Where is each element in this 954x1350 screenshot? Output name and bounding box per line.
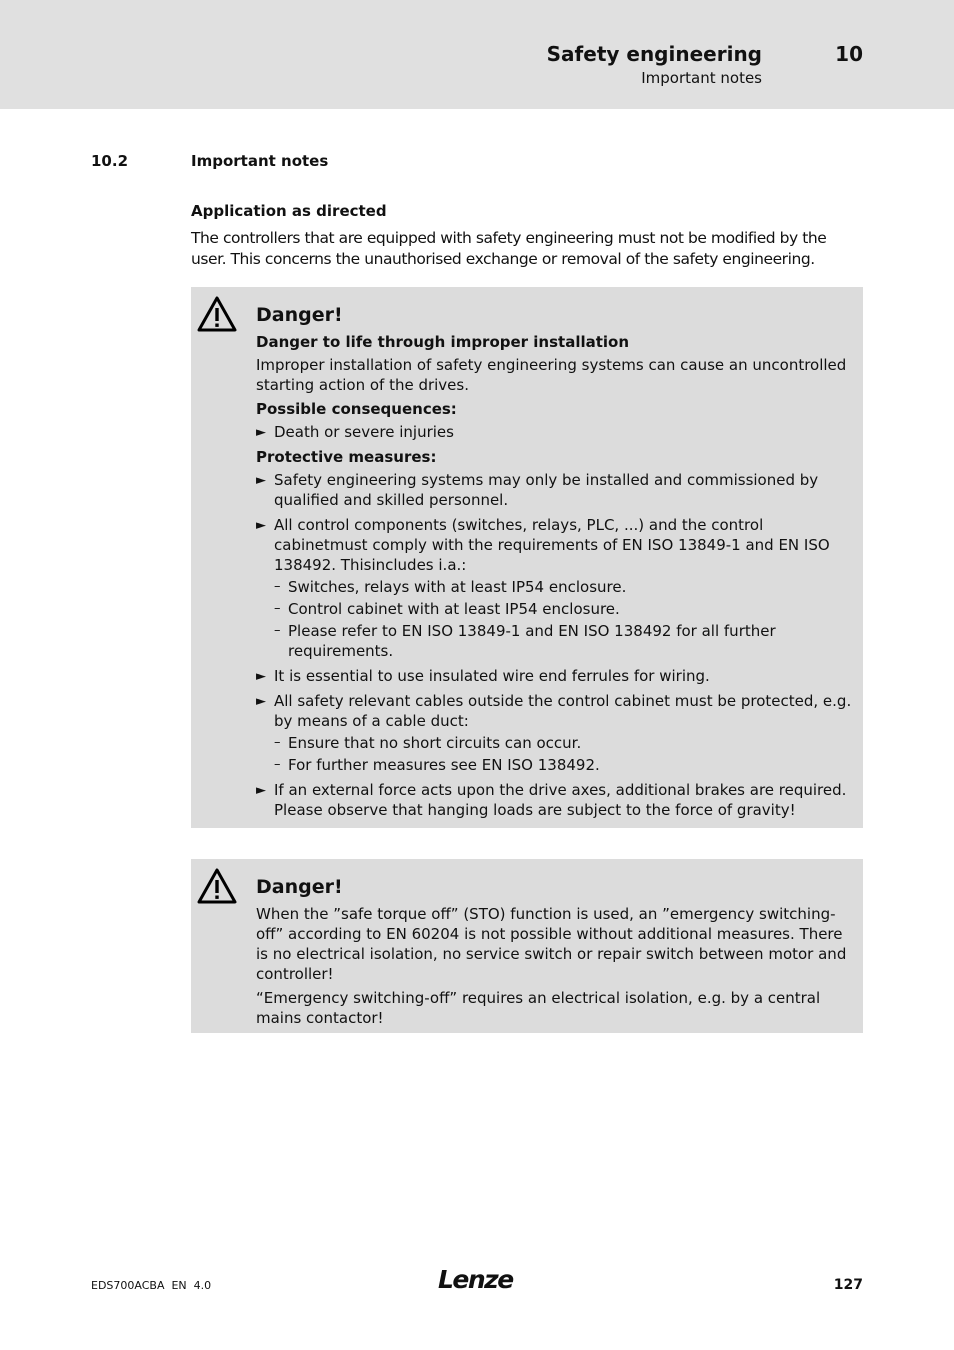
measures-label: Protective measures:: [256, 448, 437, 466]
measure-item: [256, 470, 856, 510]
danger-box-installation: [191, 287, 863, 828]
measure-text: All control components (switches, relays, PLC, ...) and the control cabinetmust comply with the requirements of EN ISO 13849-1 and EN ISO 138492. Thisincludes i.a.:: [274, 516, 830, 574]
section-title: Important notes: [191, 152, 329, 170]
bullet-triangle-icon: ►: [256, 425, 266, 440]
subitem-text: Switches, relays with at least IP54 enclosure.: [288, 578, 627, 596]
dash-mark: –: [274, 601, 281, 616]
danger-text: When the ”safe torque off” (STO) function is used, an ”emergency switching-off” according to EN 60204 is not possible without additional measures. There is no electrical isolation, no service switch or repair switch between motor and controller!: [256, 905, 847, 983]
danger-box-sto: [191, 859, 863, 1033]
danger-box-content: [256, 303, 856, 825]
dash-mark: –: [274, 623, 281, 638]
dash-mark: –: [274, 735, 281, 750]
application-heading: Application as directed: [191, 202, 387, 220]
subitem-text: For further measures see EN ISO 138492.: [288, 756, 600, 774]
measure-text: It is essential to use insulated wire end ferrules for wiring.: [274, 667, 710, 685]
subitem-text: Ensure that no short circuits can occur.: [288, 734, 582, 752]
measure-subitem: [274, 599, 856, 619]
bullet-triangle-icon: ►: [256, 518, 266, 533]
bullet-triangle-icon: ►: [256, 694, 266, 709]
chapter-title: Safety engineering: [546, 42, 762, 66]
header-band: [0, 0, 954, 109]
bullet-triangle-icon: ►: [256, 783, 266, 798]
danger-text: “Emergency switching-off” requires an electrical isolation, e.g. by a central mains contactor!: [256, 989, 821, 1027]
consequences-label: Possible consequences:: [256, 400, 457, 418]
consequence-text: Death or severe injuries: [274, 423, 454, 441]
measure-item: [256, 780, 856, 820]
measure-item: [256, 691, 856, 775]
lenze-logo: Lenze: [438, 1265, 513, 1294]
danger-label: Danger!: [256, 876, 343, 898]
subitem-text: Control cabinet with at least IP54 enclosure.: [288, 600, 620, 618]
warning-triangle-icon: [196, 867, 238, 905]
measure-subitem: [274, 577, 856, 597]
measure-item: [256, 666, 856, 686]
page-number: 127: [833, 1277, 863, 1293]
subitem-text: Please refer to EN ISO 13849-1 and EN ISO 138492 for all further requirements.: [288, 622, 776, 660]
danger-heading: Danger to life through improper installation: [256, 333, 630, 351]
dash-mark: –: [274, 579, 281, 594]
chapter-subtitle: Important notes: [641, 69, 762, 87]
consequence-item: [256, 422, 856, 442]
measure-text: All safety relevant cables outside the control cabinet must be protected, e.g. by means of a cable duct:: [274, 692, 852, 730]
measure-item: [256, 515, 856, 661]
document-id: EDS700ACBA EN 4.0: [91, 1279, 212, 1292]
application-text: The controllers that are equipped with safety engineering must not be modified by the user. This concerns the unauthorised exchange or removal of the safety engineering.: [191, 229, 827, 268]
bullet-triangle-icon: ►: [256, 473, 266, 488]
measure-text: Safety engineering systems may only be installed and commissioned by qualified and skilled personnel.: [274, 471, 819, 509]
measure-subitem: [274, 733, 856, 753]
danger-box-content: [256, 875, 856, 1032]
measure-text: If an external force acts upon the drive axes, additional brakes are required. Please observe that hanging loads are subject to the force of gravity!: [274, 781, 847, 819]
section-number: 10.2: [91, 152, 129, 170]
measure-subitem: [274, 621, 856, 661]
bullet-triangle-icon: ►: [256, 669, 266, 684]
danger-text: Improper installation of safety engineering systems can cause an uncontrolled starting action of the drives.: [256, 356, 847, 394]
danger-label: Danger!: [256, 304, 343, 326]
measure-subitem: [274, 755, 856, 775]
chapter-number: 10: [835, 42, 863, 66]
dash-mark: –: [274, 757, 281, 772]
warning-triangle-icon: [196, 295, 238, 333]
